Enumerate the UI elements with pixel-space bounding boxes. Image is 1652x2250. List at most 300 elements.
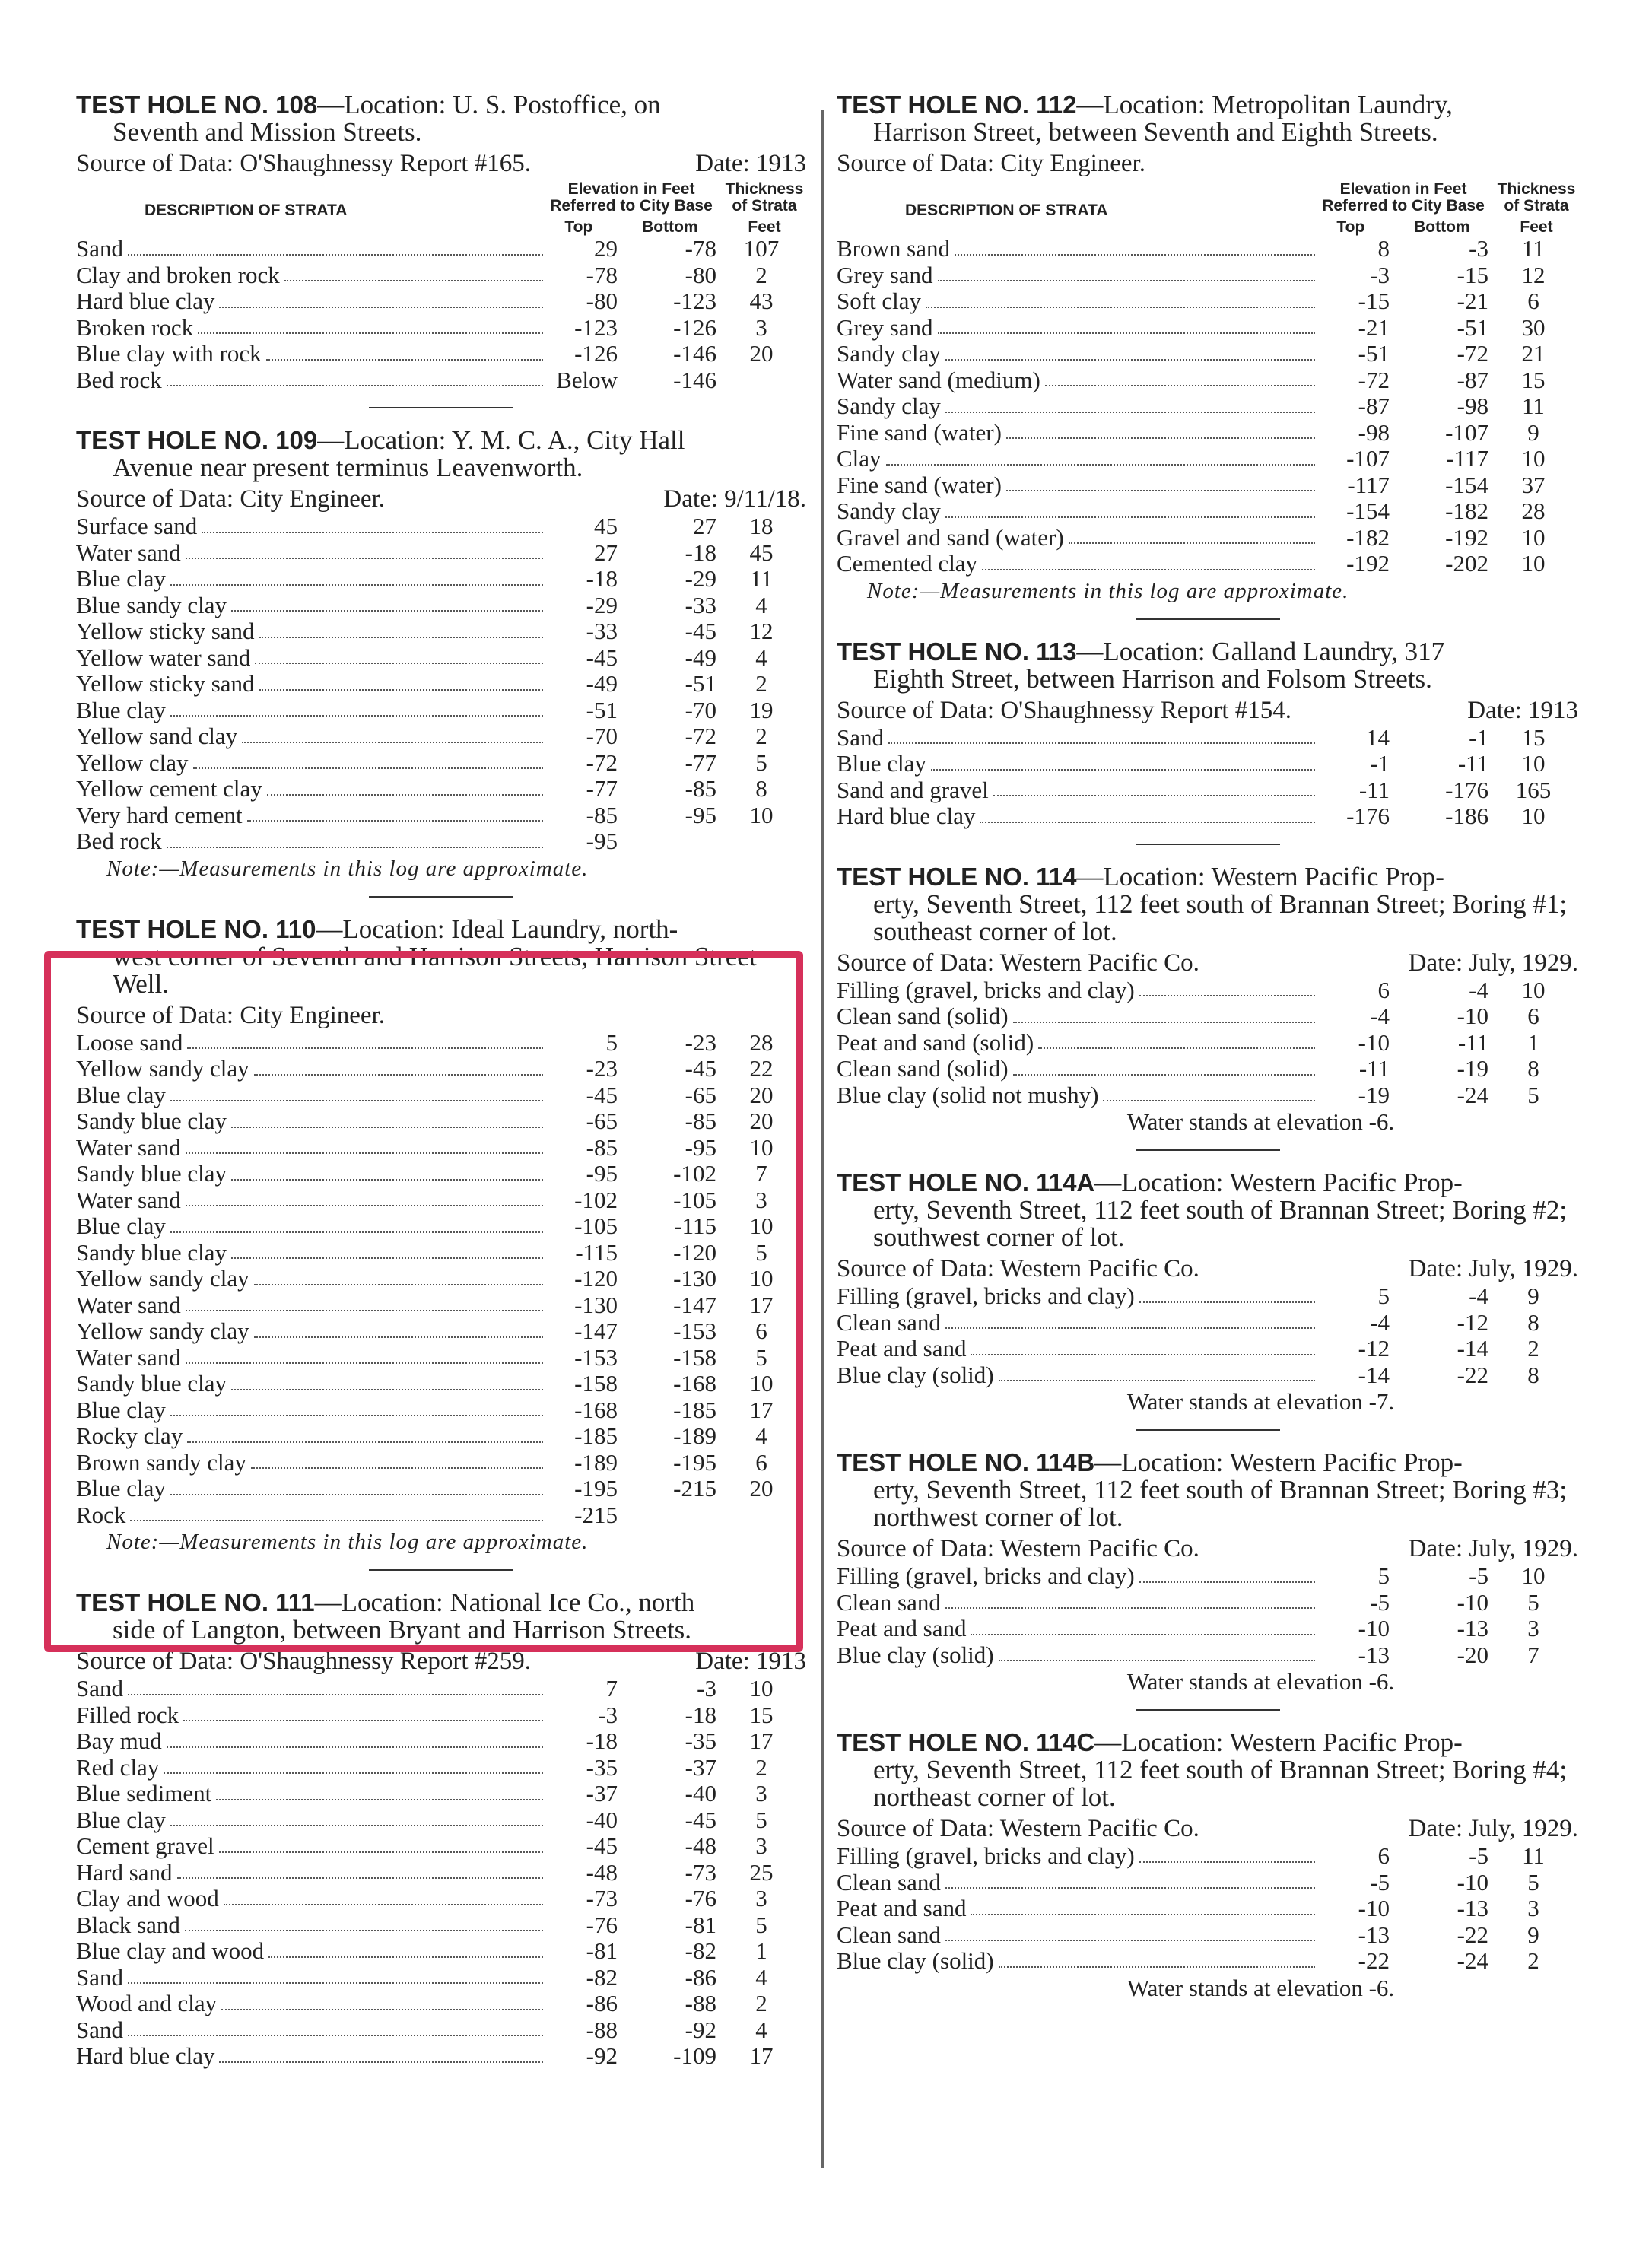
leader-dots [255, 645, 543, 665]
leader-dots [886, 446, 1315, 466]
elevation-bottom: -130 [673, 1265, 716, 1292]
strata-row [76, 367, 806, 394]
leader-dots [999, 1948, 1315, 1968]
stratum-description [76, 1781, 548, 1807]
thickness-feet: 10 [1521, 523, 1546, 551]
stratum-name: Peat and sand (solid) [837, 1029, 1034, 1056]
thickness-feet: 8 [1527, 1361, 1539, 1388]
leader-dots [170, 1807, 543, 1827]
thickness-feet: 17 [749, 1396, 774, 1423]
test-hole-number: TEST HOLE NO. 113 [837, 637, 1077, 666]
stratum-description [837, 367, 1320, 394]
stratum-name: Blue clay [76, 1476, 166, 1502]
stratum-name: Blue clay [76, 1807, 166, 1833]
leader-dots [167, 1728, 543, 1748]
thickness-feet: 18 [749, 513, 774, 539]
strata-row [76, 1886, 806, 1912]
thickness-feet: 10 [749, 1133, 774, 1161]
elevation-top: -22 [1358, 1947, 1390, 1974]
header-elevation [540, 181, 723, 236]
stratum-description [837, 1003, 1320, 1030]
test-hole-number: TEST HOLE NO. 112 [837, 91, 1077, 119]
thickness-feet: 8 [755, 775, 767, 802]
approximate-note: Note:—Measurements in this log are approximate. [106, 1530, 589, 1554]
stratum-description [76, 776, 548, 802]
strata-row [837, 1310, 1578, 1336]
stratum-name: Water sand [76, 539, 181, 566]
thickness-feet: 45 [749, 539, 774, 566]
water-level: Water stands at elevation -6. [1126, 1668, 1395, 1695]
thickness-feet: 20 [749, 1475, 774, 1502]
stratum-name: Blue clay (solid) [837, 1362, 994, 1388]
elevation-bottom: -5 [1469, 1562, 1488, 1589]
strata-row [76, 2017, 806, 2044]
elevation-top: -95 [586, 1160, 618, 1187]
test-hole-heading [837, 1169, 1578, 1251]
strata-rows [76, 236, 806, 393]
stratum-description [76, 618, 548, 645]
strata-row [837, 1056, 1578, 1082]
thickness-feet: 6 [755, 1448, 767, 1476]
elevation-bottom: -5 [1469, 1842, 1488, 1869]
strata-row [76, 1938, 806, 1965]
elevation-bottom: -153 [673, 1317, 716, 1344]
section-rule [369, 896, 513, 898]
stratum-description [76, 1886, 548, 1912]
elevation-bottom: -123 [673, 288, 716, 314]
elevation-top: -29 [586, 591, 618, 618]
elevation-bottom: -85 [685, 1108, 716, 1134]
leader-dots [164, 1755, 543, 1775]
strata-row [76, 1912, 806, 1939]
stratum-description [837, 1616, 1320, 1642]
stratum-description [837, 1283, 1320, 1310]
leader-dots [231, 593, 543, 612]
thickness-feet: 10 [1521, 802, 1546, 829]
elevation-top: Below [556, 366, 618, 393]
thickness-feet: 6 [755, 1317, 767, 1344]
test-hole-location-continued: Avenue near present terminus Leavenworth. [113, 453, 583, 482]
leader-dots [980, 803, 1315, 823]
stratum-name: Sand [76, 1964, 123, 1991]
thickness-feet: 21 [1521, 340, 1546, 367]
stratum-description [76, 698, 548, 724]
stratum-description [76, 262, 548, 289]
stratum-description [76, 513, 548, 540]
strata-row [76, 1991, 806, 2017]
elevation-bottom: -72 [685, 723, 716, 749]
stratum-name: Yellow sticky sand [76, 671, 255, 697]
thickness-feet: 3 [755, 1186, 767, 1213]
stratum-name: Bay mud [76, 1728, 162, 1754]
strata-row [837, 1616, 1578, 1642]
leader-dots [971, 1336, 1315, 1355]
stratum-name: Yellow sandy clay [76, 1318, 249, 1344]
strata-rows [76, 1676, 806, 2070]
elevation-top: -45 [586, 1081, 618, 1108]
stratum-name: Hard blue clay [76, 288, 215, 314]
stratum-description [837, 1563, 1320, 1590]
highlight-box [44, 951, 803, 1652]
elevation-bottom: -80 [685, 261, 716, 288]
strata-row [76, 1702, 806, 1729]
elevation-top: -86 [586, 1990, 618, 2016]
source-of-data: Source of Data: O'Shaughnessy Report #165. [76, 150, 532, 177]
elevation-top: -82 [586, 1963, 618, 1991]
section-rule [1136, 618, 1280, 620]
right-column [837, 91, 1578, 2002]
thickness-feet: 25 [749, 1858, 774, 1886]
test-hole-heading [837, 1449, 1578, 1531]
stratum-description [76, 367, 548, 394]
strata-row [76, 341, 806, 367]
strata-row [76, 1965, 806, 1991]
column-headers [76, 181, 806, 236]
elevation-bottom: -29 [685, 565, 716, 592]
elevation-bottom: -37 [685, 1753, 716, 1781]
strata-row [76, 1676, 806, 1702]
header-top: Top [564, 218, 593, 236]
stratum-description [76, 1938, 548, 1965]
stratum-description [837, 288, 1320, 315]
test-hole-location: —Location: Western Pacific Prop- [1094, 1168, 1463, 1197]
elevation-top: -5 [1370, 1588, 1390, 1616]
elevation-top: -182 [1346, 523, 1390, 551]
thickness-feet: 10 [749, 801, 774, 828]
elevation-top: -87 [1358, 392, 1390, 419]
elevation-bottom: -146 [673, 340, 716, 367]
elevation-bottom: -98 [1457, 392, 1488, 419]
elevation-bottom: -202 [1445, 550, 1488, 577]
strata-row [837, 1642, 1578, 1669]
elevation-bottom: -73 [685, 1858, 716, 1886]
source-of-data: Source of Data: O'Shaughnessy Report #154. [837, 696, 1292, 724]
strata-row [837, 288, 1578, 315]
thickness-feet: 17 [749, 1291, 774, 1318]
thickness-feet: 5 [755, 1806, 767, 1833]
stratum-name: Sand [837, 724, 884, 751]
section-rule [1136, 844, 1280, 845]
header-elevation-label: Elevation in Feet Referred to City Base [550, 180, 713, 215]
thickness-feet: 8 [1527, 1055, 1539, 1082]
stratum-name: Blue clay (solid) [837, 1948, 994, 1974]
strata-row [837, 1922, 1578, 1949]
test-hole-heading [837, 91, 1578, 146]
test-hole-location: —Location: Western Pacific Prop- [1076, 861, 1444, 891]
leader-dots [185, 1912, 543, 1932]
leader-dots [221, 1991, 543, 2010]
test-date: Date: July, 1929. [1408, 949, 1578, 977]
stratum-description [837, 262, 1320, 289]
elevation-top: -85 [586, 801, 618, 828]
test-hole-location: —Location: Western Pacific Prop- [1094, 1727, 1463, 1757]
stratum-name: Water sand [76, 1187, 181, 1213]
leader-dots [267, 776, 543, 796]
strata-row [837, 525, 1578, 551]
elevation-bottom: -65 [685, 1081, 716, 1108]
leader-dots [284, 262, 543, 282]
stratum-name: Red clay [76, 1754, 160, 1781]
header-bottom: Bottom [642, 218, 698, 236]
leader-dots [999, 1642, 1315, 1662]
leader-dots [177, 1860, 543, 1880]
stratum-name: Peat and sand [837, 1616, 967, 1641]
elevation-bottom: -18 [685, 1701, 716, 1728]
stratum-name: Sand [76, 2016, 123, 2043]
elevation-top: -5 [1370, 1868, 1390, 1896]
thickness-feet: 2 [755, 670, 767, 697]
test-hole-location: —Location: U. S. Postoffice, on [317, 90, 661, 119]
elevation-bottom: -11 [1457, 750, 1488, 777]
leader-dots [945, 1922, 1315, 1942]
leader-dots [945, 341, 1315, 361]
elevation-bottom: -182 [1445, 497, 1488, 524]
strata-row [76, 315, 806, 342]
stratum-description [837, 341, 1320, 367]
stratum-description [837, 725, 1320, 752]
thickness-feet: 2 [755, 261, 767, 288]
leader-dots [971, 1616, 1315, 1635]
strata-row [837, 341, 1578, 367]
elevation-top: -13 [1358, 1641, 1390, 1668]
stratum-name: Blue clay [76, 697, 166, 723]
stratum-name: Sandy clay [837, 393, 941, 419]
thickness-feet: 10 [1521, 976, 1546, 1003]
elevation-bottom: -95 [685, 1133, 716, 1161]
stratum-description [837, 551, 1320, 577]
elevation-bottom: -186 [1445, 802, 1488, 829]
strata-row [76, 1833, 806, 1860]
stratum-description [76, 1912, 548, 1939]
test-hole-number: TEST HOLE NO. 114 [837, 862, 1077, 891]
strata-row [837, 1563, 1578, 1590]
elevation-bottom: -86 [685, 1963, 716, 1991]
stratum-description [76, 1755, 548, 1781]
thickness-feet: 12 [749, 618, 774, 644]
stratum-name: Water sand [76, 1344, 181, 1371]
header-top: Top [1336, 218, 1365, 236]
elevation-top: -92 [586, 2042, 618, 2069]
test-date: Date: 9/11/18. [663, 485, 806, 513]
elevation-top: -85 [586, 1133, 618, 1161]
strata-row [76, 566, 806, 593]
elevation-bottom: -49 [685, 644, 716, 671]
stratum-description [837, 1030, 1320, 1057]
thickness-feet: 10 [1521, 750, 1546, 777]
thickness-feet: 10 [749, 1212, 774, 1239]
test-date: Date: 1913 [1467, 696, 1578, 724]
strata-rows [837, 977, 1578, 1109]
leader-dots [945, 393, 1315, 413]
elevation-bottom: -35 [685, 1727, 716, 1754]
stratum-name: Sandy clay [837, 498, 941, 524]
header-thickness-label: Thickness of Strata [725, 180, 804, 215]
test-hole-number: TEST HOLE NO. 114A [837, 1168, 1095, 1197]
elevation-bottom: -3 [697, 1675, 716, 1702]
elevation-top: 5 [605, 1028, 618, 1056]
leader-dots [1013, 1003, 1315, 1023]
elevation-bottom: -4 [1469, 976, 1488, 1003]
elevation-top: 6 [1377, 1842, 1390, 1869]
test-hole-section [837, 638, 1578, 830]
thickness-feet: 9 [1527, 418, 1539, 446]
strata-row [837, 1590, 1578, 1616]
thickness-feet: 10 [749, 1370, 774, 1397]
test-hole-location: —Location: Y. M. C. A., City Hall [317, 425, 685, 455]
test-hole-section [837, 1449, 1578, 1695]
strata-row [76, 750, 806, 777]
strata-row [837, 1948, 1578, 1975]
elevation-top: -18 [586, 1727, 618, 1754]
stratum-name: Blue clay [76, 1213, 166, 1239]
header-thickness [1495, 181, 1578, 236]
elevation-bottom: -117 [1446, 445, 1488, 472]
thickness-feet: 5 [1527, 1081, 1539, 1108]
leader-dots [888, 725, 1315, 745]
elevation-top: 27 [594, 539, 618, 566]
elevation-bottom: -22 [1457, 1921, 1488, 1948]
strata-row [76, 540, 806, 567]
leader-dots [128, 2017, 543, 2037]
strata-row [837, 1003, 1578, 1030]
stratum-description [76, 2043, 548, 2070]
source-of-data: Source of Data: Western Pacific Co. [837, 1535, 1199, 1562]
source-line [76, 485, 806, 513]
stratum-name: Fine sand (water) [837, 419, 1002, 446]
source-line [837, 1534, 1578, 1563]
thickness-feet: 30 [1521, 313, 1546, 341]
test-date: Date: July, 1929. [1408, 1815, 1578, 1842]
leader-dots [999, 1362, 1315, 1382]
stratum-name: Water sand (medium) [837, 367, 1040, 393]
elevation-bottom: -146 [673, 366, 716, 393]
stratum-name: Blue sandy clay [76, 592, 227, 618]
leader-dots [1006, 420, 1315, 440]
thickness-feet [716, 367, 806, 394]
test-hole-heading [837, 1729, 1578, 1811]
stratum-description [76, 1676, 548, 1702]
section-rule [1136, 1429, 1280, 1431]
stratum-name: Yellow clay [76, 749, 189, 776]
stratum-description [837, 525, 1320, 551]
stratum-name: Filled rock [76, 1702, 179, 1728]
leader-dots [219, 288, 543, 308]
elevation-top: -51 [1358, 340, 1390, 367]
elevation-top: -3 [598, 1701, 618, 1728]
stratum-name: Clean sand [837, 1921, 941, 1948]
test-hole-location: —Location: Metropolitan Laundry, [1076, 90, 1453, 119]
stratum-description [837, 1870, 1320, 1896]
test-date: Date: July, 1929. [1408, 1535, 1578, 1562]
stratum-description [76, 288, 548, 315]
leader-dots [247, 802, 543, 822]
stratum-description [76, 723, 548, 750]
section-rule [1136, 1149, 1280, 1151]
strata-row [837, 977, 1578, 1004]
leader-dots [1139, 1843, 1315, 1863]
elevation-bottom: -76 [685, 1885, 716, 1912]
stratum-name: Sand [76, 236, 123, 262]
test-hole-heading [76, 427, 806, 481]
thickness-feet: 5 [1527, 1588, 1539, 1616]
elevation-bottom: -195 [673, 1448, 716, 1476]
stratum-name: Bed rock [76, 367, 162, 393]
elevation-bottom: -120 [673, 1238, 716, 1266]
stratum-name: Cement gravel [76, 1833, 214, 1859]
elevation-top: -21 [1358, 313, 1390, 341]
strata-rows [837, 1283, 1578, 1388]
thickness-feet: 3 [755, 1885, 767, 1912]
elevation-top: -73 [586, 1885, 618, 1912]
stratum-name: Cemented clay [837, 551, 978, 577]
strata-row [76, 698, 806, 724]
thickness-feet: 8 [1527, 1308, 1539, 1336]
test-hole-location-continued: erty, Seventh Street, 112 feet south of Brannan Street; Boring #1; southeast corner of lot. [873, 888, 1568, 946]
strata-row [837, 551, 1578, 577]
strata-row [76, 618, 806, 645]
elevation-top: -1 [1370, 750, 1390, 777]
elevation-top: -95 [586, 828, 618, 854]
strata-row [76, 2043, 806, 2070]
elevation-top: -70 [586, 723, 618, 749]
stratum-description [76, 1860, 548, 1886]
test-hole-heading [837, 638, 1578, 693]
elevation-top: 45 [594, 513, 618, 539]
thickness-feet: 28 [749, 1028, 774, 1056]
leader-dots [938, 315, 1315, 335]
elevation-bottom: -51 [685, 670, 716, 697]
elevation-top: -23 [586, 1055, 618, 1082]
strata-row [837, 236, 1578, 262]
elevation-top: -80 [586, 288, 618, 314]
elevation-top: -102 [574, 1186, 618, 1213]
leader-dots [1139, 977, 1315, 997]
stratum-name: Sand [76, 1676, 123, 1702]
elevation-bottom: -45 [685, 1806, 716, 1833]
source-of-data: Source of Data: City Engineer. [76, 485, 385, 513]
elevation-bottom: -147 [673, 1291, 716, 1318]
stratum-description [837, 420, 1320, 447]
elevation-bottom: -107 [1445, 418, 1488, 446]
elevation-bottom: -4 [1469, 1282, 1488, 1309]
elevation-bottom: -189 [673, 1422, 716, 1449]
stratum-name: Sandy blue clay [76, 1161, 227, 1187]
test-hole-section [837, 863, 1578, 1136]
stratum-description [76, 828, 548, 855]
stratum-name: Filling (gravel, bricks and clay) [837, 1843, 1135, 1869]
thickness-feet: 9 [1527, 1921, 1539, 1948]
elevation-top: -107 [1346, 445, 1390, 472]
elevation-bottom: -48 [685, 1832, 716, 1859]
elevation-bottom: -154 [1445, 471, 1488, 498]
elevation-bottom: -10 [1457, 1003, 1488, 1029]
header-feet: Feet [1520, 218, 1553, 236]
test-hole-heading [76, 91, 806, 146]
test-hole-location-continued: Eighth Street, between Harrison and Folsom Streets. [873, 663, 1432, 694]
elevation-top: -37 [586, 1780, 618, 1807]
test-hole-location-continued: Harrison Street, between Seventh and Eighth Streets. [873, 117, 1438, 147]
leader-dots [219, 2043, 543, 2063]
elevation-bottom: -3 [1469, 235, 1488, 262]
elevation-bottom: -24 [1457, 1081, 1488, 1108]
thickness-feet: 2 [1527, 1335, 1539, 1362]
elevation-bottom: 27 [693, 513, 716, 539]
header-description: DESCRIPTION OF STRATA [905, 202, 1108, 219]
stratum-description [837, 1590, 1320, 1616]
stratum-name: Fine sand (water) [837, 472, 1002, 498]
stratum-name: Blue clay [837, 751, 926, 777]
leader-dots [183, 1702, 543, 1722]
